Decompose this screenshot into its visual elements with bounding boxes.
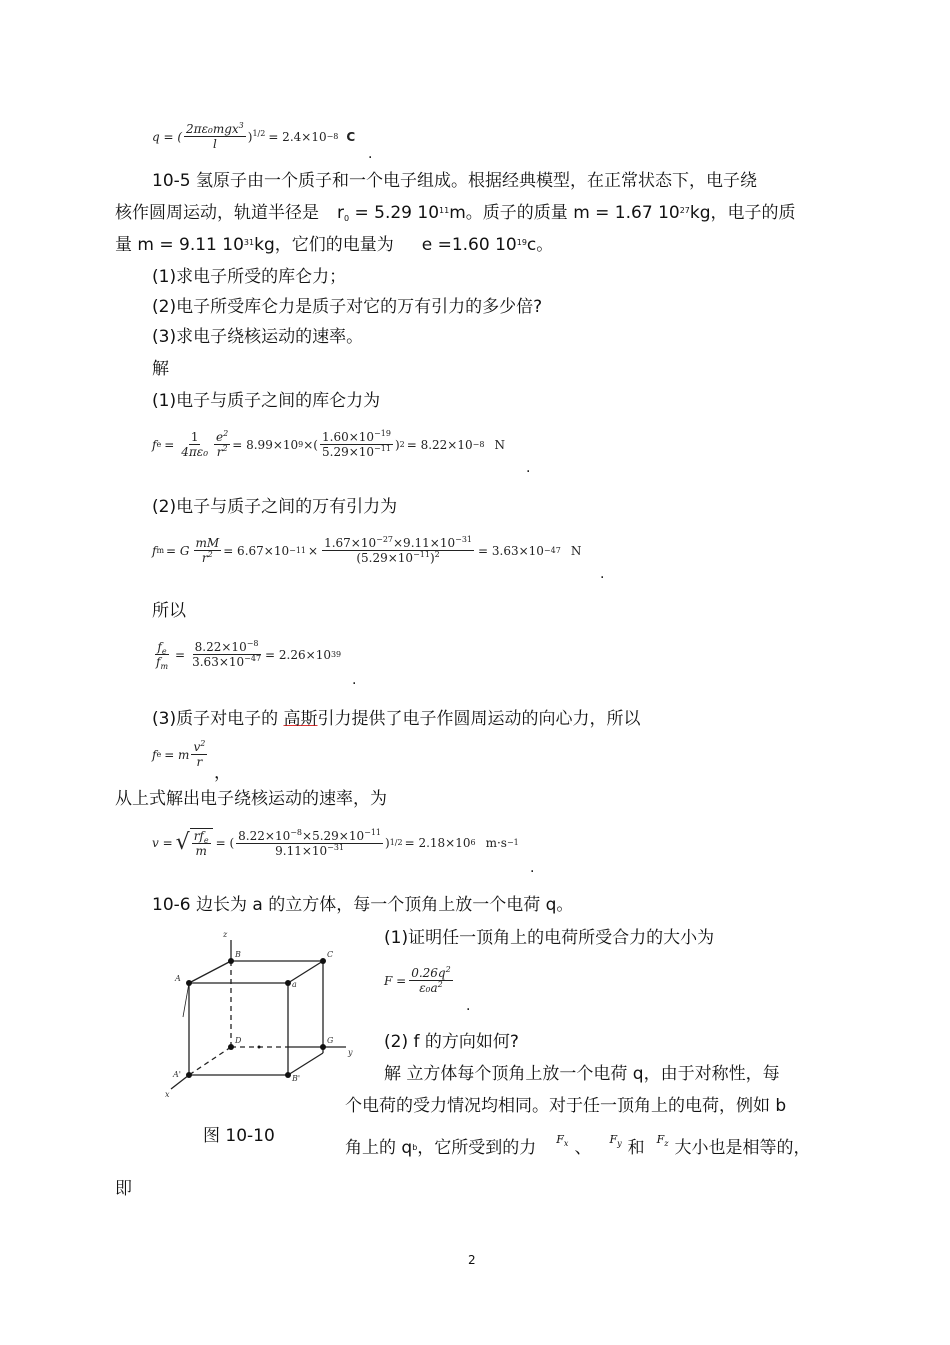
answer-1-intro: (1)电子与质子之间的库仑力为 [152, 391, 381, 411]
svg-text:B: B [235, 950, 241, 959]
figure-caption: 图 10-10 [203, 1126, 275, 1146]
problem-10-5-line1: 10-5 氢原子由一个质子和一个电子组成。根据经典模型，在正常状态下，电子绕 [152, 171, 757, 191]
solve-velocity-intro: 从上式解出电子绕核运动的速率，为 [115, 789, 387, 809]
svg-text:D: D [235, 1036, 242, 1045]
formula-q-result: q = ( $\frac{2\pi\varepsilon_0mgx^3}{l}$ )$^{1/2}$ = 2.4×10 −8 C [152, 121, 356, 151]
problem-10-6-part2: (2) f 的方向如何? [384, 1032, 519, 1052]
that-is-label: 即 [115, 1179, 132, 1199]
cube-figure [151, 925, 363, 1110]
problem-10-5-line3: 量 m = 9.11 $10^{31}kg$，它们的电量为 e =1.60 $10^{19}c$。 [115, 235, 554, 255]
formula-cube-force: F = $\frac{0.26q^2}{\varepsilon_0a^2}$ [384, 965, 451, 995]
problem-10-5-line2: 核作圆周运动，轨道半径是 $r_0 = 5.29$ $10^{11}m$。质子的质量 m = 1.67 $10^{27}kg$，电子的质 [115, 203, 796, 223]
solution-10-6-line1: 解 立方体每个顶角上放一个电荷 q，由于对称性，每 [384, 1064, 780, 1084]
problem-10-6: 10-6 边长为 a 的立方体，每一个顶角上放一个电荷 q。 [152, 895, 574, 915]
question-2: (2)电子所受库仑力是质子对它的万有引力的多少倍? [152, 297, 543, 317]
svg-text:G: G [327, 1036, 334, 1045]
formula-force-ratio: $\frac{f_e}{f_m}$ = $\frac{8.22\times 10^{-8}}{3.63\times 10^{-47}}$ = 2.26×10 39 [156, 639, 342, 671]
problem-10-6-part1: (1)证明任一顶角上的电荷所受合力的大小为 [384, 928, 715, 948]
svg-text:A': A' [173, 1070, 181, 1079]
svg-text:B': B' [292, 1074, 301, 1083]
solution-10-6-line2: 个电荷的受力情况均相同。对于任一顶角上的电荷，例如 b [345, 1096, 787, 1116]
formula-coulomb-force: f e = $\frac{1}{\text{4πε₀}}$ $\frac{e^2}{r^2}$ = 8.99×10 9 ×( $\frac{1.60\times 10^{-19}}{5.29\times 10^{-11}}$ ) 2 = 8.22×10 −8 N [152, 429, 505, 459]
svg-text:A: A [175, 974, 181, 983]
question-1: (1)求电子所受的库仑力； [152, 267, 347, 287]
svg-text:a: a [292, 980, 297, 989]
formula-gravitational-force: f m = G $\frac{mM}{r^2}$ = 6.67×10 −11 × $\frac{1.67\times 10^{-27}\times 9.11\times 10^{-31}}{(5.29\times 10^{-11})^2}$ = 3.63×10 −47 N [152, 535, 582, 565]
answer-2-intro: (2)电子与质子之间的万有引力为 [152, 497, 398, 517]
svg-text:y: y [348, 1048, 353, 1057]
answer-3-intro: (3)质子对电子的 高斯引力提供了电子作圆周运动的向心力，所以 [152, 709, 641, 729]
formula-centripetal: f e = m $\frac{v^2}{r}$ [152, 739, 206, 769]
svg-text:z: z [223, 930, 228, 939]
so-label: 所以 [152, 601, 186, 621]
svg-text:C: C [327, 950, 334, 959]
formula-velocity: v = √ $\frac{rf_e}{m}$ = ( $\frac{8.22\times 10^{-8}\times 5.29\times 10^{-11}}{9.11\times 10^{-31}}$ ) 1/2 = 2.18×10 6 m·s −1 [152, 827, 519, 858]
solution-10-6-line3: 角上的 q b ，它所受到的力 $F_x$ 、 $F_y$ 和 $F_z$ 大小也是相等的， [345, 1133, 811, 1158]
page-number: 2 [468, 1253, 476, 1267]
svg-text:x: x [165, 1090, 170, 1099]
solution-label: 解 [152, 359, 169, 379]
question-3: (3)求电子绕核运动的速率。 [152, 327, 364, 347]
